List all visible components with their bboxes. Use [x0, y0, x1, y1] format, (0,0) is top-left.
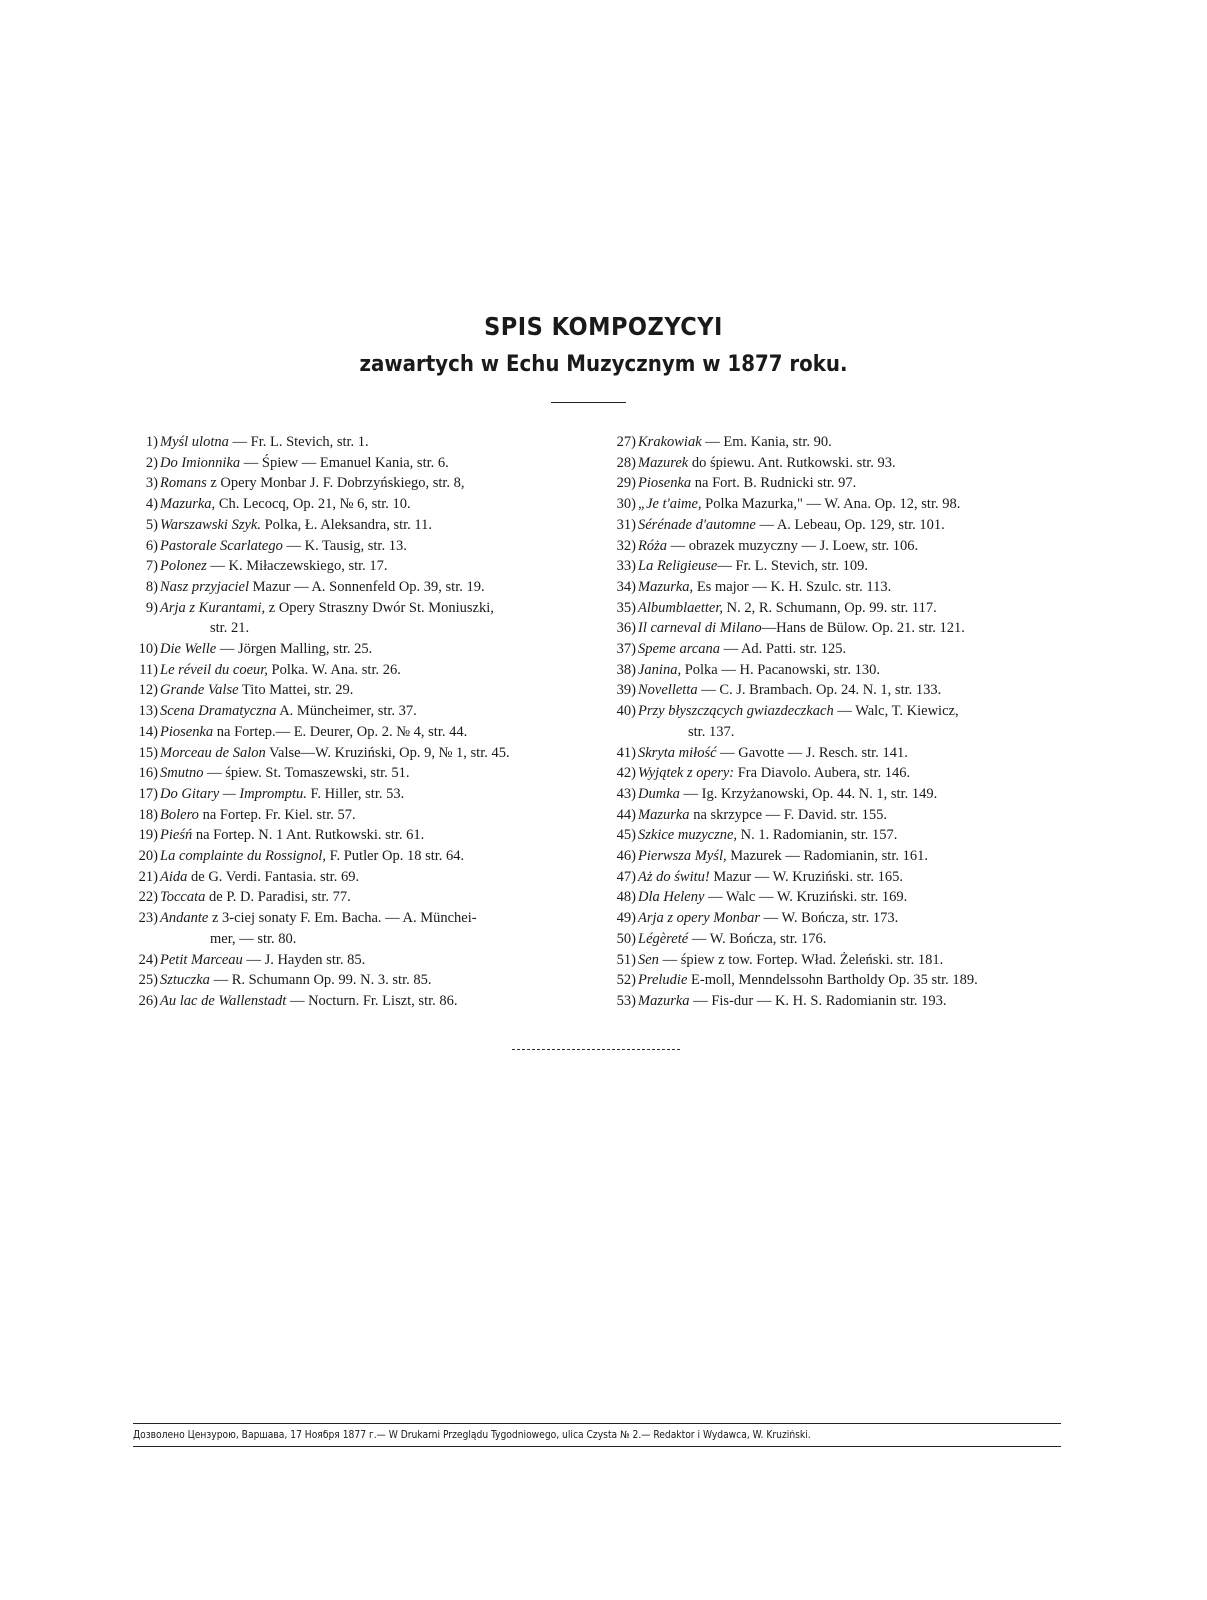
list-item [606, 784, 1058, 805]
list-item [606, 970, 1058, 991]
composition-details: na Fortep.— E. Deurer, Op. 2. № 4, str. 44. [213, 723, 468, 740]
item-number: 2) [145, 454, 158, 471]
list-item [606, 453, 1058, 474]
composition-title: Szkice muzyczne, [638, 827, 738, 844]
composition-details: F. Hiller, str. 53. [306, 785, 405, 802]
item-number: 49) [616, 910, 636, 927]
list-item [606, 639, 1058, 660]
composition-details: — K. Miłaczewskiego, str. 17. [206, 558, 388, 575]
item-number: 4) [145, 496, 158, 513]
item-number: 53) [616, 992, 636, 1009]
item-number: 3) [145, 475, 158, 492]
list-item [606, 950, 1058, 971]
composition-title: Pieśń [160, 827, 193, 844]
composition-title: Dla Heleny [638, 889, 705, 906]
list-item [606, 577, 1058, 598]
composition-title: Die Welle [160, 641, 217, 658]
list-item [606, 432, 1058, 453]
item-number: 22) [138, 889, 158, 906]
list-item [128, 825, 588, 846]
composition-details: — Nocturn. Fr. Liszt, str. 86. [286, 992, 458, 1009]
list-item [128, 991, 588, 1012]
list-item [606, 805, 1058, 826]
composition-details: — Fis-dur — K. H. S. Radomianin str. 193. [689, 992, 947, 1009]
composition-details: — Jörgen Malling, str. 25. [216, 641, 373, 658]
item-number: 17) [138, 785, 158, 802]
composition-title: Mazurka [638, 992, 690, 1009]
list-item [128, 846, 588, 867]
item-number: 12) [138, 682, 158, 699]
composition-details: — obrazek muzyczny — J. Loew, str. 106. [667, 537, 919, 554]
composition-title: Pierwsza Myśl, [638, 848, 727, 865]
composition-title: Krakowiak [638, 434, 702, 450]
composition-details: —Hans de Bülow. Op. 21. str. 121. [761, 620, 965, 637]
composition-details: — K. Tausig, str. 13. [282, 537, 407, 554]
composition-details: — R. Schumann Op. 99. N. 3. str. 85. [209, 972, 432, 989]
item-number: 45) [616, 827, 636, 844]
list-item [128, 805, 588, 826]
right-column-list [606, 432, 1058, 1012]
item-number: 50) [616, 930, 636, 947]
list-item [128, 970, 588, 991]
composition-details: — śpiew. St. Tomaszewski, str. 51. [203, 765, 410, 782]
composition-details: Es major — K. H. Szulc. str. 113. [693, 578, 892, 595]
item-number: 40) [616, 703, 636, 720]
list-item [606, 743, 1058, 764]
item-number: 26) [138, 992, 158, 1009]
composition-title: Smutno [160, 765, 204, 782]
composition-details: — J. Hayden str. 85. [242, 951, 366, 968]
list-item [128, 639, 588, 660]
item-number: 14) [138, 723, 158, 740]
list-item [606, 887, 1058, 908]
composition-details: Polka, Ł. Aleksandra, str. 11. [260, 516, 433, 533]
list-item [128, 453, 588, 474]
composition-details: N. 2, R. Schumann, Op. 99. str. 117. [722, 599, 937, 616]
composition-details: — Gavotte — J. Resch. str. 141. [716, 744, 908, 761]
item-number: 37) [616, 641, 636, 658]
composition-details: Tito Mattei, str. 29. [238, 682, 354, 699]
item-number: 38) [616, 661, 636, 678]
footer-bottom-rule [133, 1446, 1061, 1447]
item-number: 13) [138, 703, 158, 720]
composition-details: do śpiewu. Ant. Rutkowski. str. 93. [688, 454, 896, 471]
item-number: 41) [616, 744, 636, 761]
composition-details: z 3-ciej sonaty F. Em. Bacha. — A. Münchei- [208, 910, 477, 927]
item-number: 15) [138, 744, 158, 761]
composition-title: Wyjątek z opery: [638, 765, 735, 782]
list-item [128, 722, 588, 743]
list-item [606, 929, 1058, 950]
list-item [606, 908, 1058, 929]
composition-title: Skryta miłość [638, 744, 717, 761]
composition-title: Sztuczka [160, 972, 210, 989]
composition-details: Polka Mazurka," — W. Ana. Op. 12, str. 98. [701, 496, 961, 513]
item-number: 24) [138, 951, 158, 968]
list-item [606, 618, 1058, 639]
item-number: 33) [616, 558, 636, 575]
composition-details: — W. Bończa, str. 173. [760, 910, 899, 927]
item-number: 32) [616, 537, 636, 554]
item-number: 11) [139, 661, 158, 678]
item-number: 5) [145, 516, 158, 533]
composition-details: — Śpiew — Emanuel Kania, str. 6. [240, 454, 449, 471]
composition-title: Sen [638, 951, 659, 968]
composition-title: Dumka [638, 785, 680, 802]
list-item [606, 825, 1058, 846]
composition-details: na Fort. B. Rudnicki str. 97. [691, 475, 857, 492]
composition-title: Pastorale Scarlatego [160, 537, 283, 554]
composition-title: Przy błyszczących gwiazdeczkach [638, 703, 834, 720]
item-number: 44) [616, 806, 636, 823]
composition-details: — C. J. Brambach. Op. 24. N. 1, str. 133. [697, 682, 942, 699]
list-item [606, 473, 1058, 494]
composition-title: Le réveil du coeur, [160, 661, 268, 678]
composition-title: Preludie [638, 972, 688, 989]
list-item [606, 991, 1058, 1012]
composition-details: Mazur — W. Kruziński. str. 165. [709, 868, 904, 885]
item-number: 31) [616, 516, 636, 533]
list-item [128, 473, 588, 494]
composition-details: na Fortep. N. 1 Ant. Rutkowski. str. 61. [192, 827, 425, 844]
composition-title: Arja z Kurantami, [160, 599, 266, 616]
composition-title: Mazurek [638, 454, 689, 471]
composition-title: Mazurka, [160, 496, 216, 513]
item-number: 21) [138, 868, 158, 885]
composition-details: z Opery Monbar J. F. Dobrzyńskiego, str. 8, [206, 475, 465, 492]
composition-details-continued: mer, — str. 80. [210, 930, 297, 947]
composition-details: na skrzypce — F. David. str. 155. [689, 806, 887, 823]
composition-details: Mazurek — Radomianin, str. 161. [726, 848, 928, 865]
composition-title: Romans [160, 475, 207, 492]
composition-details: — Walc, T. Kiewicz, [833, 703, 959, 720]
composition-details: N. 1. Radomianin, str. 157. [737, 827, 898, 844]
list-item [606, 494, 1058, 515]
list-item [606, 515, 1058, 536]
composition-title: Au lac de Wallenstadt [160, 992, 287, 1009]
list-item [128, 867, 588, 888]
composition-title: Warszawski Szyk. [160, 516, 261, 533]
composition-title: La Religieuse [638, 558, 718, 575]
end-divider [512, 1049, 680, 1050]
list-item [606, 536, 1058, 557]
item-number: 9) [145, 599, 158, 616]
composition-title: Mazurka [638, 806, 690, 823]
composition-details: — A. Lebeau, Op. 129, str. 101. [755, 516, 945, 533]
item-number: 1) [145, 434, 158, 450]
composition-title: Aida [160, 868, 188, 885]
composition-title: Scena Dramatyczna [160, 703, 277, 720]
composition-title: Myśl ulotna [160, 434, 229, 450]
item-number: 39) [616, 682, 636, 699]
list-item [128, 494, 588, 515]
composition-title: Do Gitary — Impromptu. [160, 785, 307, 802]
list-item [128, 577, 588, 598]
item-number: 51) [616, 951, 636, 968]
composition-title: Janina, [638, 661, 682, 678]
item-number: 36) [616, 620, 636, 637]
composition-details: — W. Bończa, str. 176. [688, 930, 827, 947]
footer-imprint: Дозволено Цензурою, Варшава, 17 Ноября 1877 г.— W Drukarni Przeglądu Tygodniowego, ulica Czysta № 2.— Redaktor i Wydawca, W. Kruziński. [133, 1430, 811, 1441]
item-number: 30) [616, 496, 636, 513]
composition-title: Grande Valse [160, 682, 239, 699]
composition-title: Piosenka [160, 723, 214, 740]
composition-title: Mazurka, [638, 578, 694, 595]
list-item [606, 867, 1058, 888]
composition-details: A. Müncheimer, str. 37. [276, 703, 417, 720]
composition-details: — Fr. L. Stevich, str. 109. [717, 558, 868, 575]
composition-details: — Em. Kania, str. 90. [701, 434, 832, 450]
page-title: SPIS KOMPOZYCYI [484, 312, 723, 341]
list-item [128, 515, 588, 536]
composition-title: Andante [160, 910, 209, 927]
item-number: 35) [616, 599, 636, 616]
composition-title: „Je t'aime, [638, 496, 702, 513]
list-item [128, 660, 588, 681]
composition-details: — śpiew z tow. Fortep. Wład. Żeleński. str. 181. [658, 951, 944, 968]
list-item [128, 680, 588, 701]
composition-details: Mazur — A. Sonnenfeld Op. 39, str. 19. [249, 578, 485, 595]
composition-details-continued: str. 21. [210, 620, 250, 637]
item-number: 52) [616, 972, 636, 989]
composition-details: E-moll, Menndelssohn Bartholdy Op. 35 str. 189. [687, 972, 978, 989]
composition-title: Do Imionnika [160, 454, 241, 471]
list-item [128, 887, 588, 908]
composition-title: Petit Marceau [160, 951, 243, 968]
list-item [606, 598, 1058, 619]
composition-details: Ch. Lecocq, Op. 21, № 6, str. 10. [215, 496, 411, 513]
list-item [128, 598, 588, 639]
item-number: 29) [616, 475, 636, 492]
list-item [606, 660, 1058, 681]
composition-details: z Opery Straszny Dwór St. Moniuszki, [265, 599, 494, 616]
composition-details: de P. D. Paradisi, str. 77. [205, 889, 351, 906]
item-number: 28) [616, 454, 636, 471]
list-item [606, 556, 1058, 577]
composition-details: na Fortep. Fr. Kiel. str. 57. [198, 806, 356, 823]
list-item [128, 701, 588, 722]
composition-title: Aż do świtu! [638, 868, 710, 885]
composition-title: Sérénade d'automne [638, 516, 756, 533]
list-item [128, 536, 588, 557]
item-number: 48) [616, 889, 636, 906]
composition-details: — Fr. L. Stevich, str. 1. [228, 434, 369, 450]
list-item [606, 763, 1058, 784]
composition-title: Speme arcana [638, 641, 721, 658]
composition-details-continued: str. 137. [688, 723, 735, 740]
composition-title: Polonez [160, 558, 207, 575]
item-number: 20) [138, 848, 158, 865]
page-subtitle: zawartych w Echu Muzycznym w 1877 roku. [359, 352, 848, 377]
composition-title: Morceau de Salon [160, 744, 266, 761]
item-number: 19) [138, 827, 158, 844]
composition-title: Róża [638, 537, 667, 554]
composition-title: Il carneval di Milano [638, 620, 762, 637]
footer-top-rule [133, 1423, 1061, 1424]
item-number: 27) [616, 434, 636, 450]
composition-details: Polka. W. Ana. str. 26. [267, 661, 401, 678]
item-number: 43) [616, 785, 636, 802]
item-number: 6) [145, 537, 158, 554]
item-number: 18) [138, 806, 158, 823]
list-item [128, 784, 588, 805]
composition-details: — Walc — W. Kruziński. str. 169. [704, 889, 908, 906]
composition-details: de G. Verdi. Fantasia. str. 69. [187, 868, 360, 885]
item-number: 25) [138, 972, 158, 989]
composition-title: Albumblaetter, [638, 599, 723, 616]
composition-details: Polka — H. Pacanowski, str. 130. [681, 661, 881, 678]
composition-details: F. Putler Op. 18 str. 64. [325, 848, 465, 865]
list-item [128, 950, 588, 971]
item-number: 46) [616, 848, 636, 865]
composition-details: Fra Diavolo. Aubera, str. 146. [734, 765, 911, 782]
title-divider [551, 402, 626, 403]
list-item [606, 846, 1058, 867]
composition-details: Valse—W. Kruziński, Op. 9, № 1, str. 45. [265, 744, 510, 761]
list-item [606, 701, 1058, 742]
item-number: 16) [138, 765, 158, 782]
list-item [606, 680, 1058, 701]
item-number: 23) [138, 910, 158, 927]
item-number: 8) [145, 578, 158, 595]
composition-title: Nasz przyjaciel [160, 578, 250, 595]
composition-title: Arja z opery Monbar [638, 910, 761, 927]
item-number: 10) [138, 641, 158, 658]
composition-title: Toccata [160, 889, 206, 906]
list-item [128, 763, 588, 784]
composition-title: Légèreté [638, 930, 689, 947]
list-item [128, 556, 588, 577]
list-item [128, 908, 588, 949]
composition-details: — Ig. Krzyżanowski, Op. 44. N. 1, str. 149. [679, 785, 938, 802]
item-number: 34) [616, 578, 636, 595]
item-number: 42) [616, 765, 636, 782]
composition-title: Novelletta [638, 682, 698, 699]
list-item [128, 743, 588, 764]
composition-title: Piosenka [638, 475, 692, 492]
left-column-list [128, 432, 588, 1012]
item-number: 47) [616, 868, 636, 885]
composition-title: Bolero [160, 806, 199, 823]
item-number: 7) [145, 558, 158, 575]
list-item [128, 432, 588, 453]
composition-details: — Ad. Patti. str. 125. [720, 641, 847, 658]
composition-title: La complainte du Rossignol, [160, 848, 326, 865]
